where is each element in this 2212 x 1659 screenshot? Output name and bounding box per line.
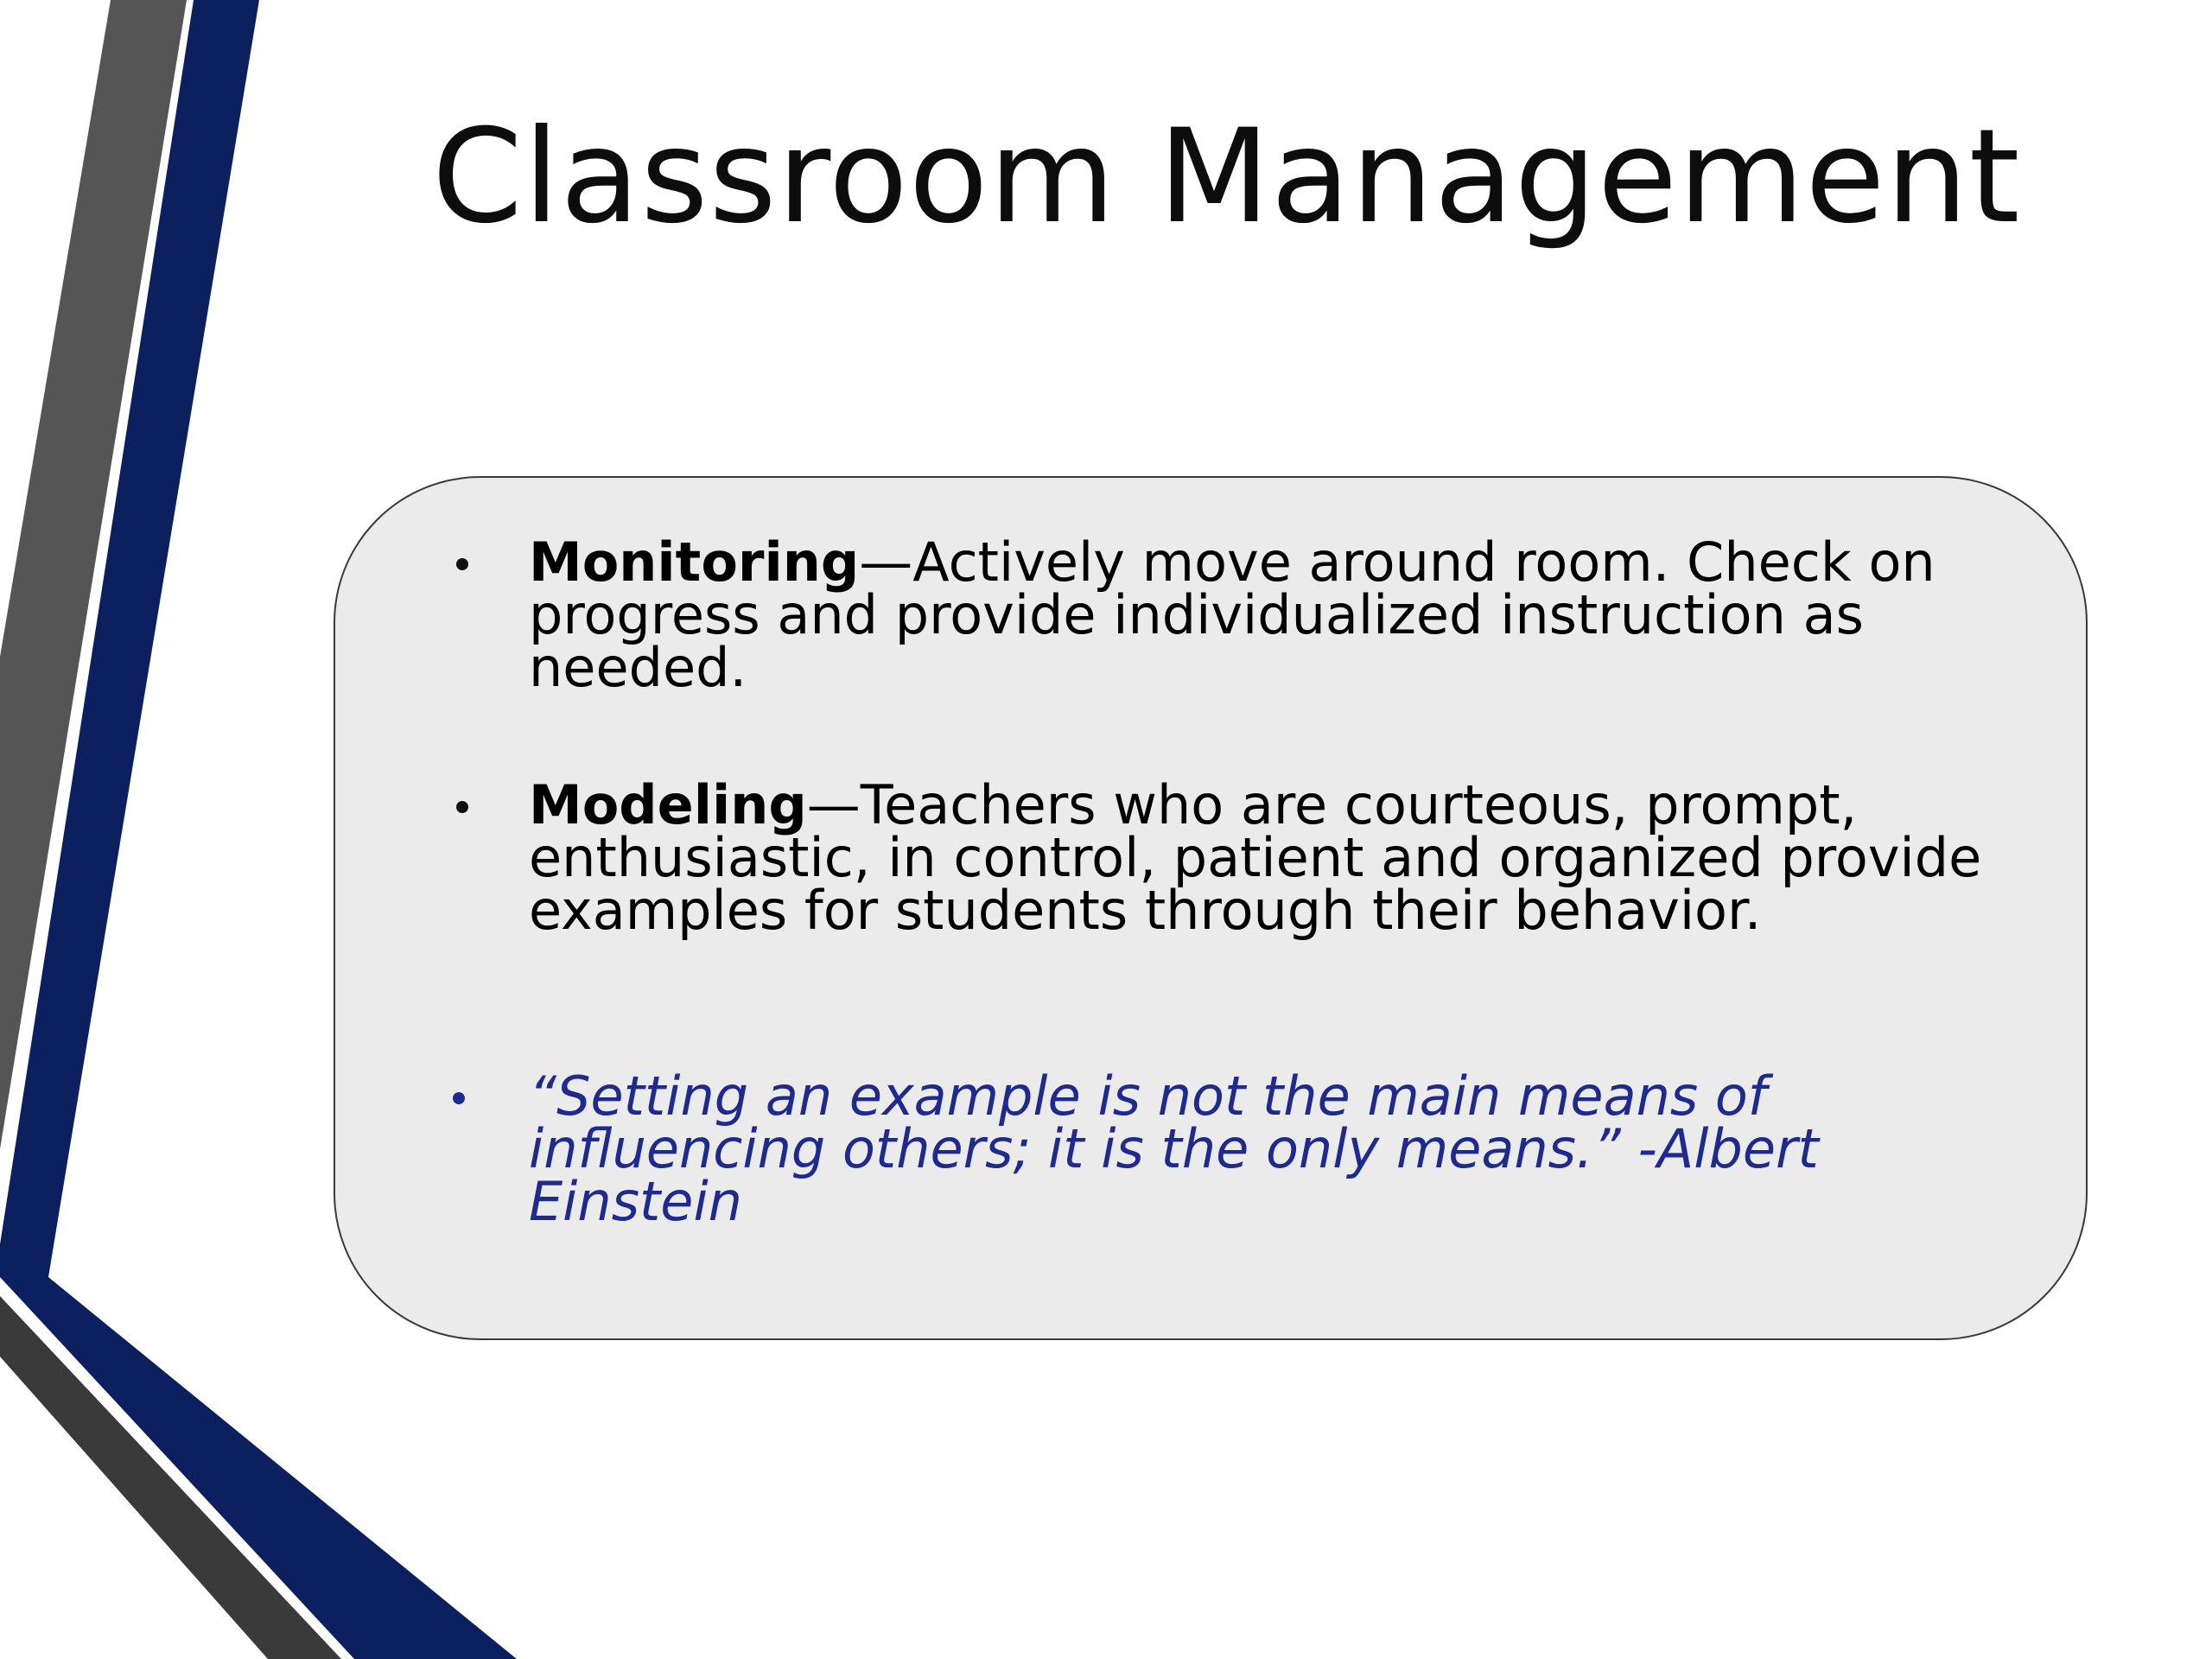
bullet-text: —Teachers who are courteous, prompt, enthusiastic, in control, patient and organized provide examples for students through their behavior. xyxy=(529,773,1982,942)
bullet-dot-icon xyxy=(456,558,468,570)
bullet-term: Modeling xyxy=(529,773,807,836)
bullet-monitoring xyxy=(529,531,2015,699)
slide-title: Classroom Management xyxy=(432,102,2021,252)
bullet-quote xyxy=(529,1065,2015,1233)
bullet-text: —Actively move around room. Check on progress and provide individualized instruction as needed. xyxy=(529,531,1936,699)
bullet-dot-icon xyxy=(453,1092,465,1104)
bullet-modeling xyxy=(529,773,2015,942)
bullet-dot-icon xyxy=(456,801,468,813)
bullet-term: Monitoring xyxy=(529,531,860,594)
quote-text: “Setting an example is not the main means of influencing others; it is the only means.” -Albert Einstein xyxy=(529,1065,1819,1233)
